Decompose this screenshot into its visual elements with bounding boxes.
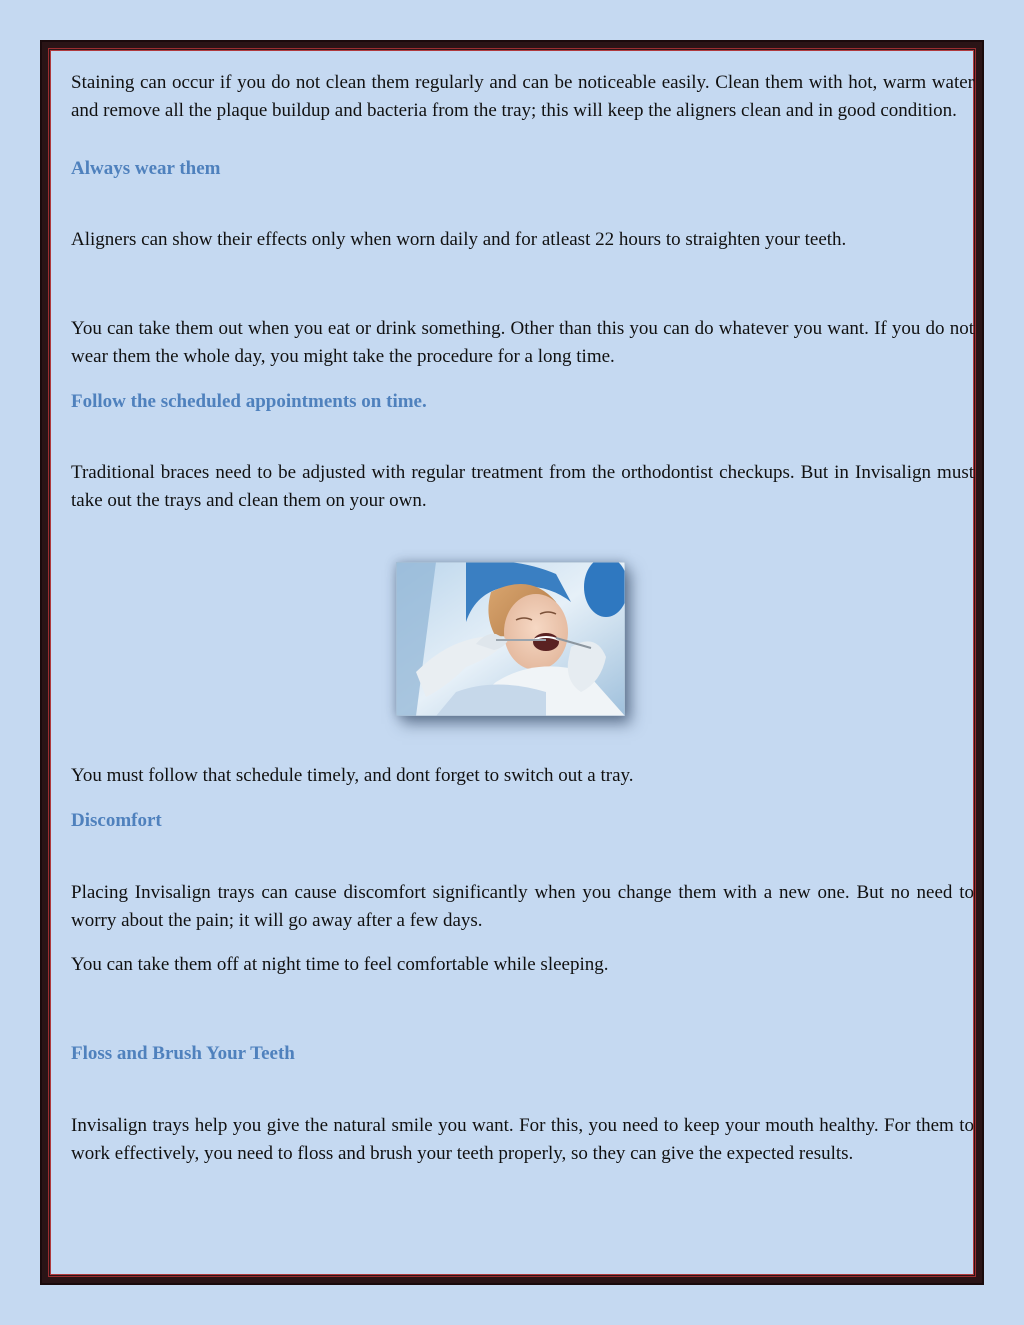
heading-always-wear-them: Always wear them [71,158,221,179]
paragraph-natural-smile: Invisalign trays help you give the natural smile you want. For this, you need to keep your mouth healthy. For them to work effectively, you need to floss and brush your teeth properly, so they can give the expected results. [71,1115,974,1164]
paragraph-placing-trays: Placing Invisalign trays can cause discomfort significantly when you change them with a new one. But no need to worry about the pain; it will go away after a few days. [71,882,974,931]
page-border-frame [40,40,984,1285]
heading-follow-appointments: Follow the scheduled appointments on time. [71,391,427,412]
paragraph-traditional-braces: Traditional braces need to be adjusted with regular treatment from the orthodontist checkups. But in Invisalign must take out the trays and clean them on your own. [71,462,974,511]
heading-floss-and-brush: Floss and Brush Your Teeth [71,1043,295,1064]
paragraph-take-off-night: You can take them off at night time to feel comfortable while sleeping. [71,954,609,975]
paragraph-aligners-effects: Aligners can show their effects only when worn daily and for atleast 22 hours to straighten your teeth. [71,229,847,250]
paragraph-take-them-out: You can take them out when you eat or drink something. Other than this you can do whatever you want. If you do not wear them the whole day, you might take the procedure for a long time. [71,318,974,367]
paragraph-follow-schedule: You must follow that schedule timely, and dont forget to switch out a tray. [71,765,634,786]
paragraph-staining: Staining can occur if you do not clean them regularly and can be noticeable easily. Clean them with hot, warm water and remove all the plaque buildup and bacteria from the tray; this will keep the aligners clean and in good condition. [71,72,974,121]
heading-discomfort: Discomfort [71,810,162,831]
dental-photo-illustration [396,562,625,716]
page-content-area [50,50,974,1275]
dental-checkup-photo [396,562,625,716]
